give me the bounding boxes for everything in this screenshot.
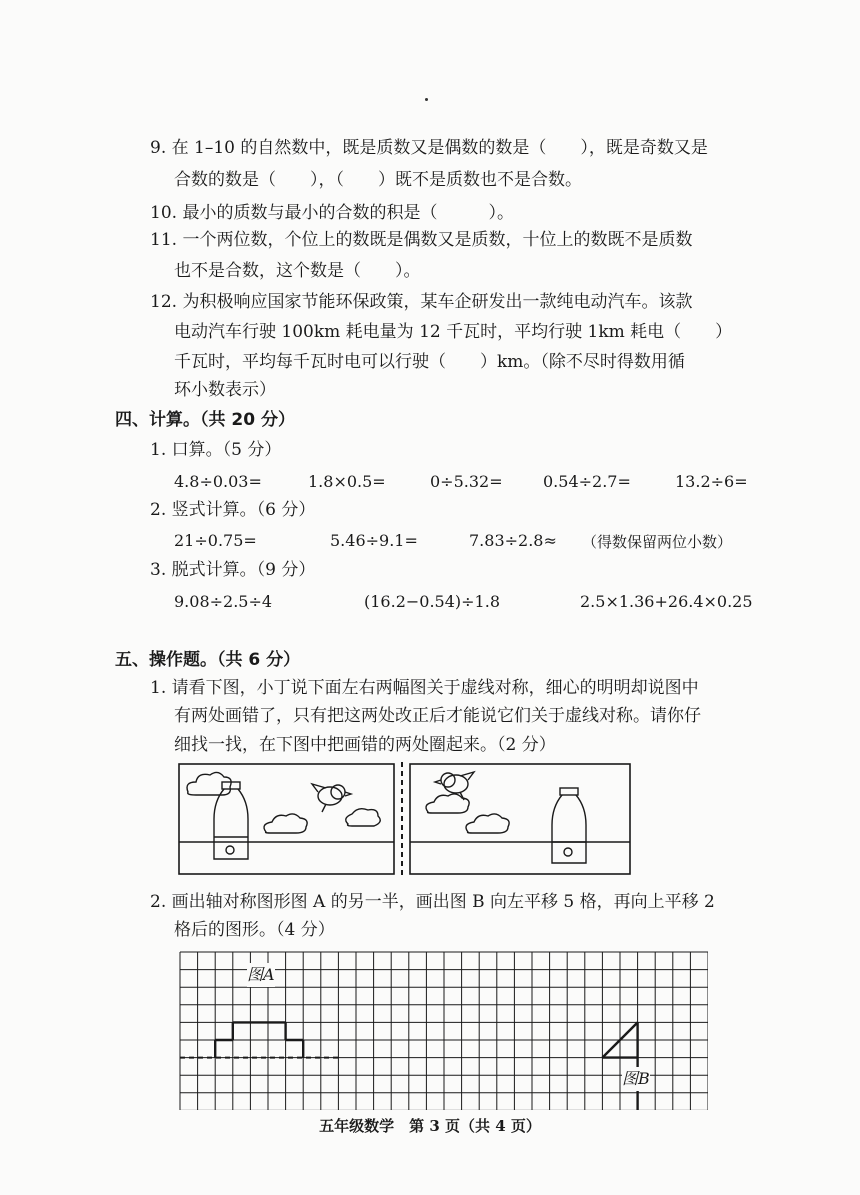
q9-line2: 合数的数是（ ），（ ）既不是质数也不是合数。 (174, 170, 582, 190)
step-item-2: (16.2−0.54)÷1.8 (364, 592, 500, 611)
step-item-3: 2.5×1.36+26.4×0.25 (580, 592, 753, 611)
oral-item-4: 0.54÷2.7= (543, 472, 631, 491)
vertical-calc-title: 2. 竖式计算。（6 分） (150, 500, 316, 520)
op-q2-line1: 2. 画出轴对称图形图 A 的另一半，画出图 B 向左平移 5 格，再向上平移 2 (150, 892, 715, 912)
op-q1-line2: 有两处画错了，只有把这两处改正后才能说它们关于虚线对称。请你仔 (174, 706, 701, 726)
oral-calc-title: 1. 口算。（5 分） (150, 440, 282, 460)
symmetry-scene-figure (178, 762, 633, 876)
oral-item-2: 1.8×0.5= (308, 472, 386, 491)
oral-item-5: 13.2÷6= (675, 472, 748, 491)
bird-left (312, 784, 351, 812)
scan-dot (425, 98, 428, 101)
vertical-item-3: 7.83÷2.8≈ (469, 531, 557, 550)
cloud-right-mid (466, 814, 509, 833)
op-q2-line2: 格后的图形。（4 分） (174, 920, 335, 940)
op-q1-line3: 细找一找，在下图中把画错的两处圈起来。（2 分） (174, 735, 556, 755)
step-item-1: 9.08÷2.5÷4 (174, 592, 273, 611)
bottle-right (552, 788, 586, 863)
step-calc-title: 3. 脱式计算。（9 分） (150, 560, 316, 580)
label-figure-a: 图A (247, 963, 275, 987)
q12-line2: 电动汽车行驶 100km 耗电量为 12 千瓦时，平均行驶 1km 耗电（ ） (174, 322, 733, 342)
cloud-left-mid (264, 814, 307, 833)
cloud-left-bottom (346, 809, 381, 826)
section-5-heading: 五、操作题。（共 6 分） (115, 650, 301, 670)
label-figure-b: 图B (622, 1067, 650, 1091)
q12-line3: 千瓦时，平均每千瓦时电可以行驶（ ）km。（除不尽时得数用循 (174, 352, 685, 372)
q11-line1: 11. 一个两位数，个位上的数既是偶数又是质数，十位上的数既不是质数 (150, 230, 693, 250)
vertical-item-2: 5.46÷9.1= (330, 531, 418, 550)
bottle-left (214, 782, 248, 859)
section-4-heading: 四、计算。（共 20 分） (115, 410, 295, 430)
oral-item-3: 0÷5.32= (430, 472, 503, 491)
vertical-note: （得数保留两位小数） (582, 533, 733, 551)
q9-line1: 9. 在 1–10 的自然数中，既是质数又是偶数的数是（ ），既是奇数又是 (150, 138, 708, 158)
vertical-item-1: 21÷0.75= (174, 531, 257, 550)
op-q1-line1: 1. 请看下图，小丁说下面左右两幅图关于虚线对称，细心的明明却说图中 (150, 678, 699, 698)
q12-line4: 环小数表示） (174, 380, 276, 400)
q12-line1: 12. 为积极响应国家节能环保政策，某车企研发出一款纯电动汽车。该款 (150, 292, 693, 312)
q10: 10. 最小的质数与最小的合数的积是（ ）。 (150, 203, 514, 223)
page-footer: 五年级数学 第 3 页（共 4 页） (319, 1117, 541, 1135)
q11-line2: 也不是合数，这个数是（ ）。 (174, 261, 421, 281)
cloud-left-top (187, 772, 231, 795)
oral-item-1: 4.8÷0.03= (174, 472, 262, 491)
